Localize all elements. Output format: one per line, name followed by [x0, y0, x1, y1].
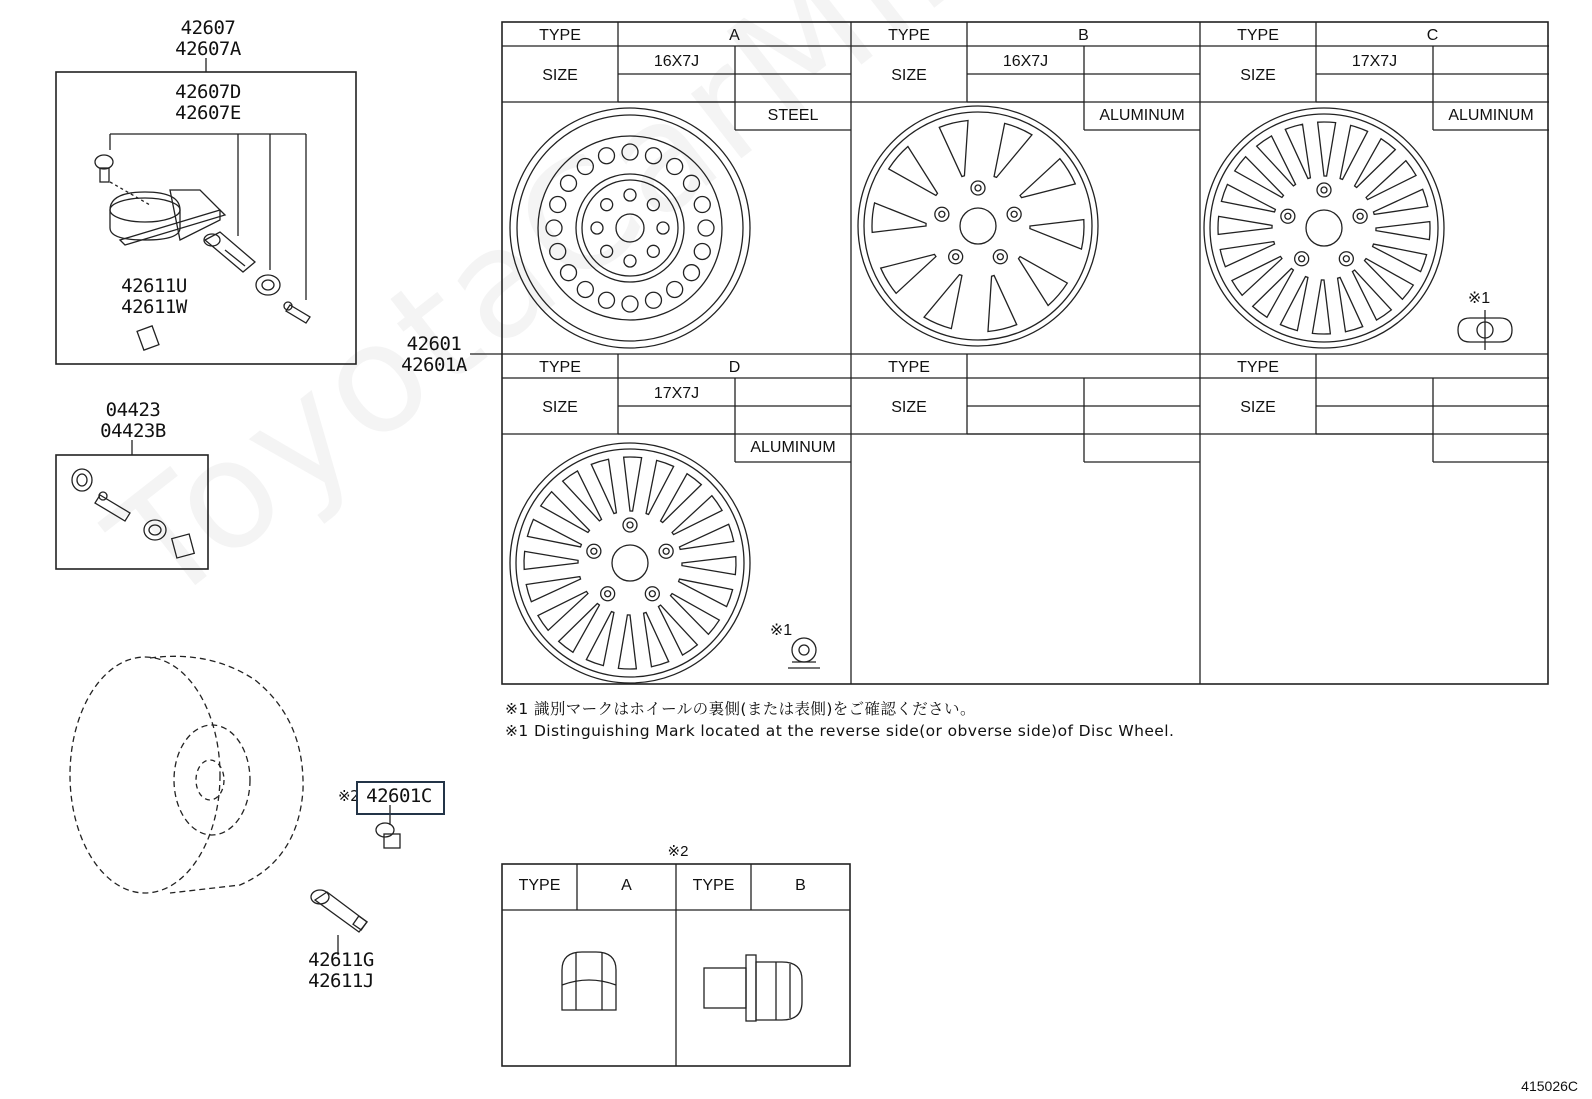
wheel-type-value[interactable]: B: [1078, 27, 1089, 44]
valve-cap-icon: [137, 326, 159, 350]
wheel-type-label: TYPE: [539, 359, 581, 376]
distinguishing-mark-note: ※1: [1467, 290, 1491, 307]
tire-valve-icon: [311, 890, 367, 932]
wheel-type-label: TYPE: [539, 27, 581, 44]
sensor-screw-icon: [95, 155, 113, 182]
part-number-valve-kit[interactable]: 04423 04423B: [100, 399, 166, 442]
tpms-sensor-icon: [110, 190, 225, 245]
hub-nut-icon: [376, 823, 400, 848]
note-english: ※1 Distinguishing Mark located at the reverse side(or obverse side)of Disc Wheel.: [505, 722, 1175, 740]
wheel-type-value[interactable]: D: [728, 359, 741, 376]
wheel-size-label: SIZE: [1240, 399, 1276, 416]
wheel-size-label: SIZE: [542, 67, 578, 84]
wheel-material: ALUMINUM: [1099, 107, 1185, 124]
tire-icon: [70, 656, 303, 893]
wheel-type-label: TYPE: [888, 359, 930, 376]
nut-type-b[interactable]: B: [795, 877, 806, 894]
nut-type-a[interactable]: A: [621, 877, 632, 894]
aluminum-wheel-type-c-icon: [1204, 108, 1444, 348]
part-number-valve-cap-sensor[interactable]: 42611U 42611W: [121, 275, 187, 318]
hub-nut-type-b-icon: [704, 955, 802, 1021]
wheel-size-value[interactable]: 17X7J: [653, 385, 700, 402]
note-japanese: ※1 識別マークはホイールの裏側(または表側)をご確認ください。: [505, 700, 976, 718]
part-number-sensor-kit[interactable]: 42607 42607A: [175, 17, 241, 60]
wheel-material: STEEL: [767, 107, 819, 124]
wheel-type-label: TYPE: [888, 27, 930, 44]
wheel-size-value[interactable]: 16X7J: [653, 53, 700, 70]
part-number-tire-valve[interactable]: 42611G 42611J: [308, 949, 374, 992]
wheel-size-label: SIZE: [891, 399, 927, 416]
sensor-valve-icon: [204, 232, 255, 272]
wheel-type-value[interactable]: C: [1426, 27, 1439, 44]
wheel-size-value[interactable]: 16X7J: [1002, 53, 1049, 70]
grommet-icon: [72, 469, 92, 491]
part-number-sensor-kit-sub[interactable]: 42607D 42607E: [175, 81, 241, 124]
wheel-type-label: TYPE: [1237, 27, 1279, 44]
nut-type-label-b: TYPE: [692, 877, 735, 894]
part-number-disc-wheel[interactable]: 42601 42601A: [401, 333, 467, 376]
valve-core-icon: [284, 302, 310, 323]
distinguishing-mark-d-icon: [788, 638, 820, 668]
wheel-type-label: TYPE: [1237, 359, 1279, 376]
wheel-material: ALUMINUM: [750, 439, 836, 456]
aluminum-wheel-type-b-icon: [858, 106, 1098, 346]
wheel-size-label: SIZE: [542, 399, 578, 416]
part-number-hub-nut[interactable]: 42601C: [366, 785, 432, 807]
steel-wheel-type-a-icon: [510, 108, 750, 348]
wheel-size-label: SIZE: [891, 67, 927, 84]
washer-icon: [144, 520, 166, 540]
sensor-nut-icon: [256, 275, 280, 295]
hub-nut-highlight: [356, 781, 445, 815]
wheel-size-value[interactable]: 17X7J: [1351, 53, 1398, 70]
valve-stem-icon: [95, 492, 130, 521]
aluminum-wheel-type-d-icon: [510, 443, 750, 683]
distinguishing-mark-note: ※1: [769, 622, 793, 639]
hub-nut-mark: ※2: [338, 787, 359, 805]
cap-nut-icon: [172, 534, 195, 558]
hub-nut-type-a-icon: [562, 952, 616, 1010]
distinguishing-mark-c-icon: [1458, 310, 1512, 350]
nut-type-label-a: TYPE: [518, 877, 561, 894]
diagram-id: 415026C: [1521, 1078, 1578, 1094]
wheel-type-value[interactable]: A: [729, 27, 740, 44]
wheel-size-label: SIZE: [1240, 67, 1276, 84]
wheel-material: ALUMINUM: [1448, 107, 1534, 124]
nut-table-mark: ※2: [667, 843, 689, 860]
